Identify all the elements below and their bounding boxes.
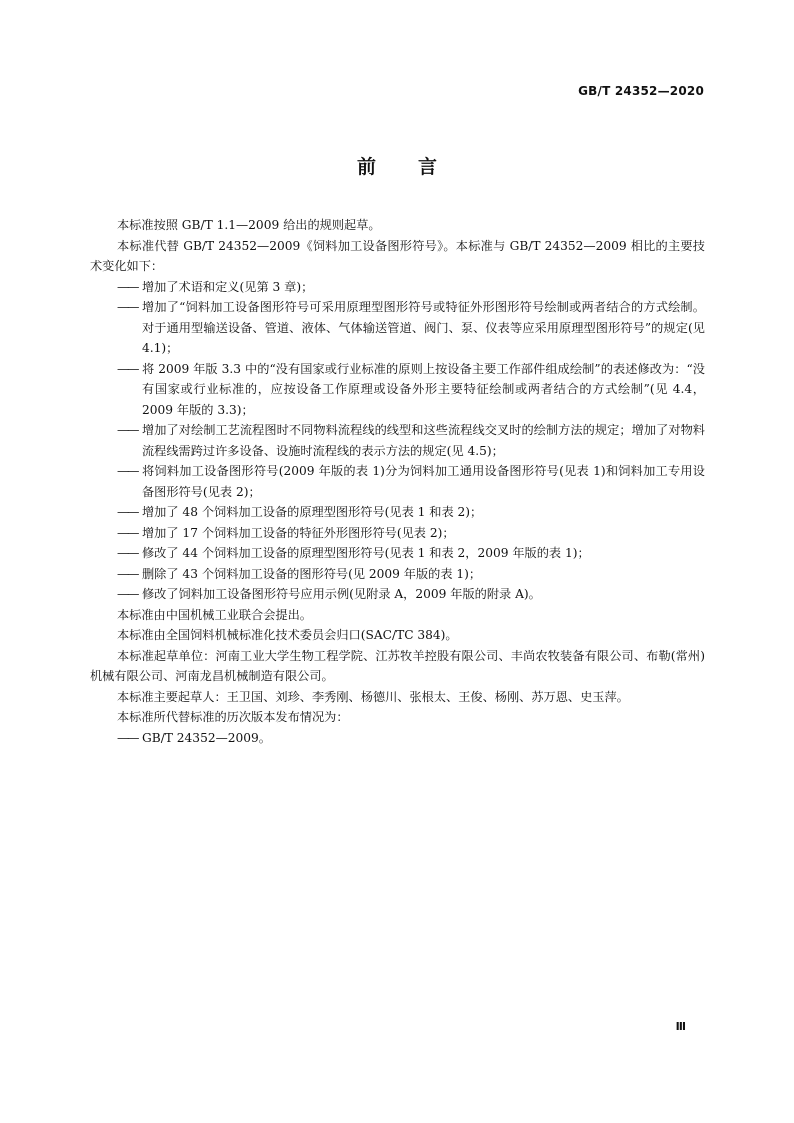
change-item: —— 增加了 17 个饲料加工设备的特征外形图形符号(见表 2)； xyxy=(117,525,455,540)
proposer-paragraph: 本标准由中国机械工业联合会提出。 xyxy=(117,607,312,622)
replacement-paragraph: 本标准代替 GB/T 24352—2009《饲料加工设备图形符号》。本标准与 GB/T 24352—2009 相比的主要技术变化如下： xyxy=(90,238,705,273)
foreword-body xyxy=(90,215,705,748)
change-item: —— 修改了饲料加工设备图形符号应用示例(见附录 A，2009 年版的附录 A)。 xyxy=(117,587,541,601)
drafters-paragraph: 本标准主要起草人：王卫国、刘珍、李秀刚、杨德川、张根太、王俊、杨刚、苏万恩、史玉萍。 xyxy=(117,689,629,704)
change-item: —— 删除了 43 个饲料加工设备的图形符号(见 2009 年版的表 1)； xyxy=(117,566,482,581)
change-item: —— 将 2009 年版 3.3 中的“没有国家或行业标准的原则上按设备主要工作部件组成绘制”的表述修改为：“没有国家或行业标准的，应按设备工作原理或设备外形主要特征绘制或两者结合的方式绘制”(见 4.4，2009 年版的 3.3)； xyxy=(117,361,705,417)
committee-paragraph: 本标准由全国饲料机械标准化技术委员会归口(SAC/TC 384)。 xyxy=(117,628,458,642)
history-intro-paragraph: 本标准所代替标准的历次版本发布情况为： xyxy=(117,710,349,724)
change-item: —— 增加了“饲料加工设备图形符号可采用原理型图形符号或特征外形图形符号绘制或两者结合的方式绘制。对于通用型输送设备、管道、液体、气体输送管道、阀门、泵、仪表等应采用原理型图形符号”的规定(见 4.1)； xyxy=(117,300,705,355)
history-item: —— GB/T 24352—2009。 xyxy=(117,730,271,745)
change-item: —— 增加了对绘制工艺流程图时不同物料流程线的线型和这些流程线交叉时的绘制方法的规定；增加了对物料流程线需跨过许多设备、设施时流程线的表示方法的规定(见 4.5)； xyxy=(117,423,705,458)
title-char-2: 言 xyxy=(418,156,438,178)
change-item: —— 修改了 44 个饲料加工设备的原理型图形符号(见表 1 和表 2，2009 年版的表 1)； xyxy=(117,546,590,560)
drafting-units-paragraph: 本标准起草单位：河南工业大学生物工程学院、江苏牧羊控股有限公司、丰尚农牧装备有限公司、布勒(常州)机械有限公司、河南龙昌机械制造有限公司。 xyxy=(90,648,705,683)
change-item: —— 将饲料加工设备图形符号(2009 年版的表 1)分为饲料加工通用设备图形符号(见表 1)和饲料加工专用设备图形符号(见表 2)； xyxy=(117,464,705,499)
standard-code-header: GB/T 24352—2020 xyxy=(578,84,704,98)
drafting-rules-paragraph: 本标准按照 GB/T 1.1—2009 给出的规则起草。 xyxy=(117,218,381,232)
change-item: —— 增加了术语和定义(见第 3 章)； xyxy=(117,279,314,294)
title-char-1: 前 xyxy=(356,156,376,178)
change-item: —— 增加了 48 个饲料加工设备的原理型图形符号(见表 1 和表 2)； xyxy=(117,505,483,519)
page-title xyxy=(0,152,794,179)
page-number: Ⅲ xyxy=(675,1020,686,1033)
